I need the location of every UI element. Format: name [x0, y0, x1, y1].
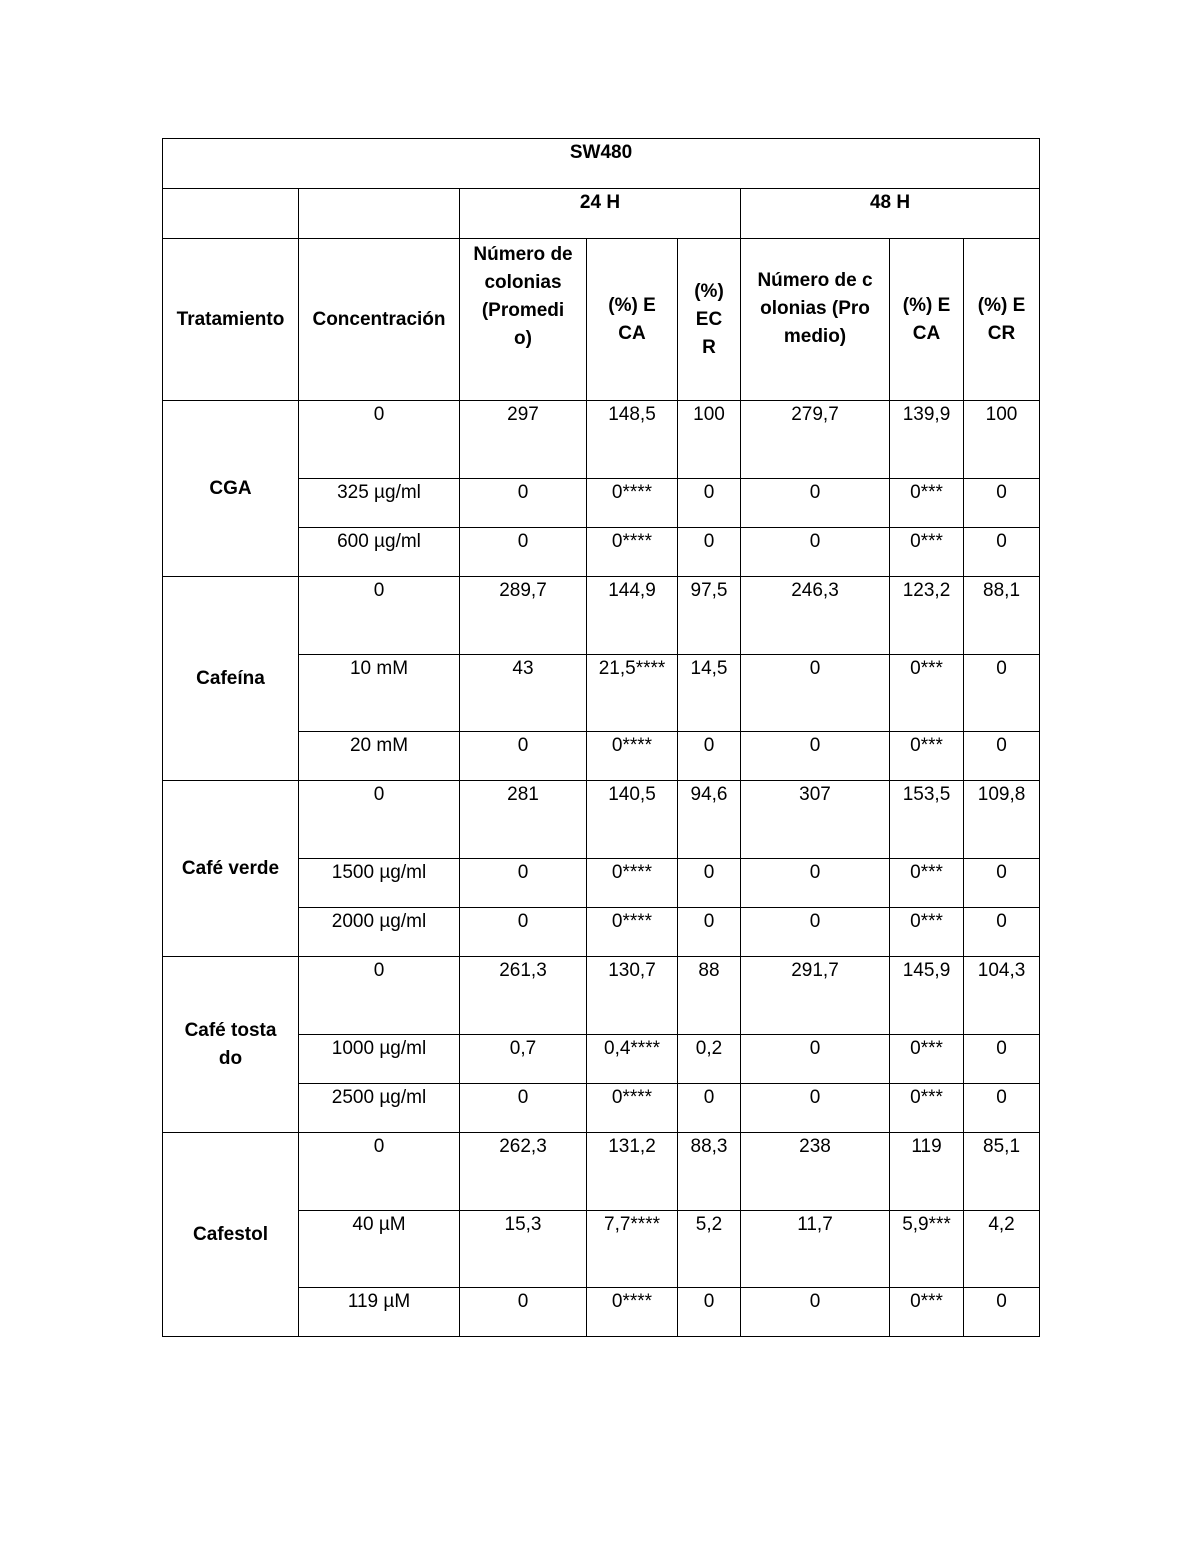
header-colonies-48h-text: Número de colonias (Promedio) [757, 270, 873, 347]
header-row [163, 239, 1040, 401]
ecr-24h-cell: 0 [678, 732, 741, 781]
header-treatment-text: Tratamiento [176, 308, 285, 330]
concentration-cell: 0 [299, 957, 460, 1035]
eca-24h-cell: 0,4**** [587, 1035, 678, 1084]
colonies-48h-cell: 0 [741, 479, 890, 528]
concentration-cell: 0 [299, 401, 460, 479]
eca-48h-cell: 153,5 [890, 781, 964, 859]
empty-cell [163, 189, 299, 239]
eca-24h-cell: 0**** [587, 1084, 678, 1133]
colonies-24h-cell: 0 [460, 1084, 587, 1133]
colonies-48h-cell: 0 [741, 655, 890, 732]
header-colonies-24h [460, 239, 587, 401]
concentration-cell: 0 [299, 577, 460, 655]
eca-24h-cell: 148,5 [587, 401, 678, 479]
ecr-48h-cell: 88,1 [964, 577, 1040, 655]
concentration-cell: 10 mM [299, 655, 460, 732]
ecr-24h-cell: 88,3 [678, 1133, 741, 1211]
eca-24h-cell: 130,7 [587, 957, 678, 1035]
header-treatment [163, 239, 299, 401]
eca-48h-cell: 0*** [890, 479, 964, 528]
colonies-24h-cell: 0 [460, 528, 587, 577]
ecr-24h-cell: 0,2 [678, 1035, 741, 1084]
treatment-cell [163, 401, 299, 577]
header-concentration-text: Concentración [312, 308, 446, 330]
empty-cell [299, 189, 460, 239]
concentration-cell: 2500 µg/ml [299, 1084, 460, 1133]
header-ecr-48h [964, 239, 1040, 401]
table-row [163, 781, 1040, 859]
colonies-24h-cell: 289,7 [460, 577, 587, 655]
treatment-label: Cafeína [196, 667, 265, 689]
ecr-24h-cell: 94,6 [678, 781, 741, 859]
ecr-48h-cell: 85,1 [964, 1133, 1040, 1211]
concentration-cell: 0 [299, 781, 460, 859]
colonies-48h-cell: 0 [741, 732, 890, 781]
table-row [163, 957, 1040, 1035]
header-eca-24h-text: (%) ECA [608, 294, 656, 344]
treatment-cell [163, 781, 299, 957]
ecr-48h-cell: 0 [964, 859, 1040, 908]
results-table [162, 138, 1040, 1337]
colonies-24h-cell: 262,3 [460, 1133, 587, 1211]
period-48h: 48 H [741, 189, 1040, 239]
colonies-48h-cell: 279,7 [741, 401, 890, 479]
ecr-24h-cell: 0 [678, 859, 741, 908]
period-row [163, 189, 1040, 239]
ecr-24h-cell: 0 [678, 479, 741, 528]
colonies-48h-cell: 0 [741, 528, 890, 577]
eca-24h-cell: 0**** [587, 479, 678, 528]
colonies-48h-cell: 0 [741, 1035, 890, 1084]
treatment-cell [163, 1133, 299, 1337]
header-eca-48h-text: (%) ECA [902, 294, 951, 344]
eca-48h-cell: 0*** [890, 1288, 964, 1337]
ecr-48h-cell: 0 [964, 908, 1040, 957]
ecr-48h-cell: 0 [964, 732, 1040, 781]
treatment-label: Cafestol [193, 1223, 268, 1245]
eca-48h-cell: 0*** [890, 1084, 964, 1133]
table-title: SW480 [163, 139, 1040, 189]
colonies-48h-cell: 0 [741, 1084, 890, 1133]
period-24h: 24 H [460, 189, 741, 239]
concentration-cell: 20 mM [299, 732, 460, 781]
eca-48h-cell: 123,2 [890, 577, 964, 655]
header-eca-24h [587, 239, 678, 401]
treatment-cell [163, 577, 299, 781]
ecr-48h-cell: 0 [964, 528, 1040, 577]
concentration-cell: 119 µM [299, 1288, 460, 1337]
table-row [163, 1133, 1040, 1211]
table-row [163, 401, 1040, 479]
header-ecr-48h-text: (%) ECR [977, 294, 1026, 344]
ecr-48h-cell: 0 [964, 655, 1040, 732]
eca-24h-cell: 144,9 [587, 577, 678, 655]
concentration-cell: 325 µg/ml [299, 479, 460, 528]
colonies-24h-cell: 0 [460, 1288, 587, 1337]
eca-48h-cell: 0*** [890, 859, 964, 908]
colonies-48h-cell: 238 [741, 1133, 890, 1211]
eca-48h-cell: 0*** [890, 1035, 964, 1084]
ecr-48h-cell: 104,3 [964, 957, 1040, 1035]
ecr-24h-cell: 0 [678, 1084, 741, 1133]
colonies-24h-cell: 0 [460, 859, 587, 908]
colonies-48h-cell: 307 [741, 781, 890, 859]
header-concentration [299, 239, 460, 401]
eca-24h-cell: 0**** [587, 908, 678, 957]
eca-48h-cell: 0*** [890, 528, 964, 577]
treatment-label: Café tostado [184, 1019, 277, 1069]
eca-24h-cell: 0**** [587, 528, 678, 577]
ecr-48h-cell: 100 [964, 401, 1040, 479]
eca-24h-cell: 0**** [587, 732, 678, 781]
eca-24h-cell: 131,2 [587, 1133, 678, 1211]
ecr-48h-cell: 4,2 [964, 1211, 1040, 1288]
colonies-48h-cell: 0 [741, 908, 890, 957]
colonies-24h-cell: 297 [460, 401, 587, 479]
eca-48h-cell: 0*** [890, 655, 964, 732]
header-colonies-48h [741, 239, 890, 401]
header-ecr-24h-text: (%) ECR [694, 280, 724, 358]
ecr-24h-cell: 0 [678, 1288, 741, 1337]
eca-48h-cell: 139,9 [890, 401, 964, 479]
eca-24h-cell: 7,7**** [587, 1211, 678, 1288]
eca-48h-cell: 0*** [890, 732, 964, 781]
concentration-cell: 1500 µg/ml [299, 859, 460, 908]
treatment-cell [163, 957, 299, 1133]
colonies-48h-cell: 0 [741, 1288, 890, 1337]
ecr-24h-cell: 5,2 [678, 1211, 741, 1288]
ecr-48h-cell: 109,8 [964, 781, 1040, 859]
ecr-48h-cell: 0 [964, 479, 1040, 528]
ecr-24h-cell: 97,5 [678, 577, 741, 655]
concentration-cell: 0 [299, 1133, 460, 1211]
colonies-48h-cell: 0 [741, 859, 890, 908]
eca-24h-cell: 140,5 [587, 781, 678, 859]
colonies-24h-cell: 281 [460, 781, 587, 859]
concentration-cell: 40 µM [299, 1211, 460, 1288]
header-eca-48h [890, 239, 964, 401]
eca-24h-cell: 21,5**** [587, 655, 678, 732]
ecr-24h-cell: 88 [678, 957, 741, 1035]
colonies-24h-cell: 0 [460, 479, 587, 528]
colonies-24h-cell: 0 [460, 908, 587, 957]
concentration-cell: 2000 µg/ml [299, 908, 460, 957]
eca-24h-cell: 0**** [587, 1288, 678, 1337]
concentration-cell: 600 µg/ml [299, 528, 460, 577]
ecr-48h-cell: 0 [964, 1035, 1040, 1084]
colonies-24h-cell: 261,3 [460, 957, 587, 1035]
treatment-label: Café verde [181, 857, 280, 879]
colonies-24h-cell: 0 [460, 732, 587, 781]
colonies-48h-cell: 291,7 [741, 957, 890, 1035]
table-row [163, 577, 1040, 655]
header-colonies-24h-text: Número de colonias (Promedio) [473, 244, 573, 349]
ecr-24h-cell: 0 [678, 908, 741, 957]
ecr-24h-cell: 0 [678, 528, 741, 577]
colonies-24h-cell: 0,7 [460, 1035, 587, 1084]
colonies-24h-cell: 15,3 [460, 1211, 587, 1288]
colonies-48h-cell: 246,3 [741, 577, 890, 655]
eca-48h-cell: 5,9*** [890, 1211, 964, 1288]
title-row [163, 139, 1040, 189]
eca-48h-cell: 0*** [890, 908, 964, 957]
header-ecr-24h [678, 239, 741, 401]
ecr-24h-cell: 14,5 [678, 655, 741, 732]
colonies-24h-cell: 43 [460, 655, 587, 732]
ecr-24h-cell: 100 [678, 401, 741, 479]
ecr-48h-cell: 0 [964, 1084, 1040, 1133]
eca-24h-cell: 0**** [587, 859, 678, 908]
colonies-48h-cell: 11,7 [741, 1211, 890, 1288]
eca-48h-cell: 119 [890, 1133, 964, 1211]
eca-48h-cell: 145,9 [890, 957, 964, 1035]
ecr-48h-cell: 0 [964, 1288, 1040, 1337]
treatment-label: CGA [209, 477, 252, 499]
concentration-cell: 1000 µg/ml [299, 1035, 460, 1084]
